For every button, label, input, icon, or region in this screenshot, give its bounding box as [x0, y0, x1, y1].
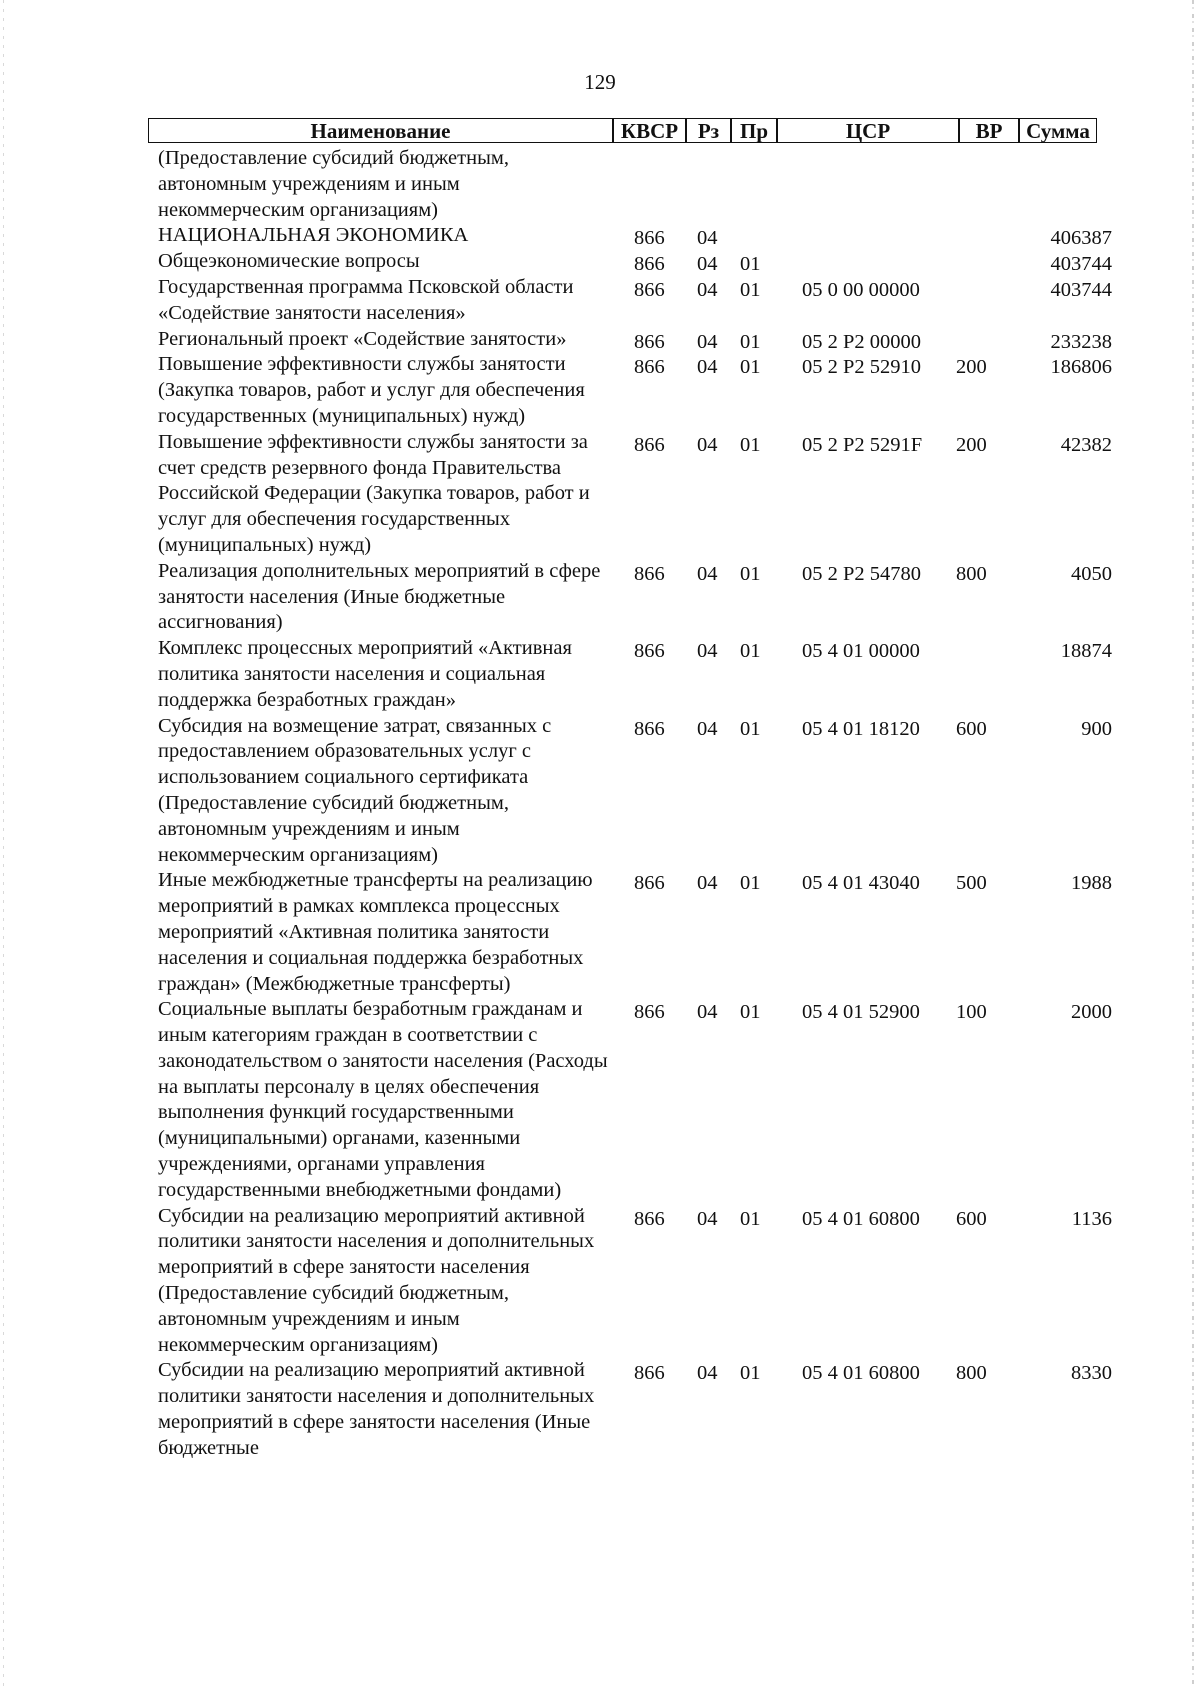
row-pr: 01	[740, 330, 761, 353]
row-vr: 200	[956, 356, 987, 379]
row-vr: 800	[956, 562, 987, 585]
row-pr: 01	[740, 717, 761, 740]
table-row	[0, 275, 1200, 327]
row-csr: 05 2 Р2 54780	[802, 562, 922, 585]
row-sum: 403744	[1050, 278, 1112, 301]
row-name: Государственная программа Псковской области «Содействие занятости населения»	[158, 275, 574, 324]
row-rz: 04	[697, 1207, 718, 1230]
row-rz: 04	[697, 356, 718, 379]
table-row	[0, 327, 1200, 353]
row-name: Региональный проект «Содействие занятости»	[158, 327, 567, 350]
header-kvsr: КВСР	[620, 119, 679, 143]
row-pr: 01	[740, 1207, 761, 1230]
row-kvsr: 866	[634, 640, 665, 663]
table-row	[0, 868, 1200, 997]
row-name: Социальные выплаты безработным гражданам и иным категориям граждан в соответствии с законодательством о занятости населения (Расходы на выплаты персоналу в целях обеспечения выполнения функций государственными (муниципальными) органами, казенными учреждениями, органами управления государственными внебюджетными фондами)	[158, 998, 608, 1201]
row-vr: 500	[956, 872, 987, 895]
row-sum: 42382	[1060, 433, 1112, 456]
row-sum: 2000	[1071, 1001, 1112, 1024]
row-csr: 05 4 01 60800	[802, 1362, 920, 1385]
row-kvsr: 866	[634, 717, 665, 740]
row-kvsr: 866	[634, 330, 665, 353]
row-name: Субсидии на реализацию мероприятий активной политики занятости населения и дополнительных мероприятий в сфере занятости населения (Предоставление субсидий бюджетным, автономным учреждениям и иным некоммерческим организациям)	[158, 1204, 595, 1356]
table-row	[0, 1204, 1200, 1359]
row-rz: 04	[697, 562, 718, 585]
row-name: Субсидии на реализацию мероприятий активной политики занятости населения и дополнительных мероприятий в сфере занятости населения (Иные бюджетные	[158, 1359, 595, 1459]
row-rz: 04	[697, 227, 718, 250]
row-csr: 05 4 01 52900	[802, 1001, 920, 1024]
row-pr: 01	[740, 640, 761, 663]
table-body	[0, 146, 1200, 1462]
row-kvsr: 866	[634, 1362, 665, 1385]
row-sum: 1136	[1071, 1207, 1112, 1230]
header-rz: Рз	[697, 119, 720, 143]
row-vr: 600	[956, 1207, 987, 1230]
row-vr: 800	[956, 1362, 987, 1385]
row-vr: 200	[956, 433, 987, 456]
row-rz: 04	[697, 330, 718, 353]
row-name: Общеэкономические вопросы	[158, 250, 420, 273]
row-kvsr: 866	[634, 278, 665, 301]
row-vr: 600	[956, 717, 987, 740]
page-number: 129	[584, 70, 616, 94]
row-csr: 05 4 01 18120	[802, 717, 920, 740]
header-name: Наименование	[310, 119, 451, 143]
row-rz: 04	[697, 278, 718, 301]
row-csr: 05 0 00 00000	[802, 278, 920, 301]
row-name: Субсидия на возмещение затрат, связанных с предоставлением образовательных услуг с использованием социального сертификата (Предоставление субсидий бюджетным, автономным учреждениям и иным некоммерческим организациям)	[158, 714, 552, 866]
row-csr: 05 2 Р2 00000	[802, 330, 922, 353]
row-rz: 04	[697, 253, 718, 276]
table-row	[0, 430, 1200, 559]
row-csr: 05 4 01 60800	[802, 1207, 920, 1230]
row-pr: 01	[740, 872, 761, 895]
table-row	[0, 249, 1200, 275]
row-sum: 4050	[1071, 562, 1112, 585]
row-rz: 04	[697, 433, 718, 456]
row-kvsr: 866	[634, 227, 665, 250]
row-csr: 05 4 01 43040	[802, 872, 920, 895]
row-rz: 04	[697, 872, 718, 895]
row-kvsr: 866	[634, 562, 665, 585]
table-row	[0, 636, 1200, 713]
table-row	[0, 997, 1200, 1203]
row-pr: 01	[740, 1362, 761, 1385]
row-kvsr: 866	[634, 356, 665, 379]
header-csr: ЦСР	[845, 119, 891, 143]
row-sum: 1988	[1071, 872, 1112, 895]
row-name: Комплекс процессных мероприятий «Активная политика занятости населения и социальная поддержка безработных граждан»	[158, 637, 572, 711]
row-name: (Предоставление субсидий бюджетным, автономным учреждениям и иным некоммерческим организациям)	[158, 147, 509, 221]
row-name: НАЦИОНАЛЬНАЯ ЭКОНОМИКА	[158, 224, 469, 247]
table-row	[0, 223, 1200, 249]
row-name: Повышение эффективности службы занятости за счет средств резервного фонда Правительства Российской Федерации (Закупка товаров, работ и услуг для обеспечения государственных (муниципальных) нужд)	[158, 430, 590, 556]
table-row	[0, 714, 1200, 869]
row-name: Иные межбюджетные трансферты на реализацию мероприятий в рамках комплекса процессных мероприятий «Активная политика занятости населения и социальная поддержка безработных граждан» (Межбюджетные трансферты)	[158, 869, 593, 995]
row-csr: 05 4 01 00000	[802, 640, 920, 663]
row-kvsr: 866	[634, 872, 665, 895]
row-kvsr: 866	[634, 1001, 665, 1024]
row-rz: 04	[697, 1001, 718, 1024]
table-row	[0, 1358, 1200, 1461]
row-rz: 04	[697, 1362, 718, 1385]
row-name: Реализация дополнительных мероприятий в сфере занятости населения (Иные бюджетные ассигнования)	[158, 559, 601, 634]
row-pr: 01	[740, 433, 761, 456]
header-pr: Пр	[739, 119, 768, 143]
row-sum: 186806	[1050, 356, 1112, 379]
row-kvsr: 866	[634, 433, 665, 456]
row-pr: 01	[740, 278, 761, 301]
row-name: Повышение эффективности службы занятости (Закупка товаров, работ и услуг для обеспечения государственных (муниципальных) нужд)	[158, 353, 585, 427]
row-csr: 05 2 Р2 5291F	[802, 433, 923, 456]
table-header	[148, 118, 1097, 143]
row-pr: 01	[740, 1001, 761, 1024]
row-sum: 900	[1081, 717, 1112, 740]
row-sum: 18874	[1060, 640, 1112, 663]
row-kvsr: 866	[634, 253, 665, 276]
row-sum: 233238	[1050, 330, 1112, 353]
row-rz: 04	[697, 640, 718, 663]
row-csr: 05 2 Р2 52910	[802, 356, 922, 379]
row-sum: 403744	[1050, 253, 1112, 276]
row-kvsr: 866	[634, 1207, 665, 1230]
row-pr: 01	[740, 562, 761, 585]
row-pr: 01	[740, 356, 761, 379]
table-row	[0, 146, 1200, 223]
header-vr: ВР	[975, 119, 1003, 143]
header-sum: Сумма	[1026, 119, 1090, 143]
row-pr: 01	[740, 253, 761, 276]
row-vr: 100	[956, 1001, 987, 1024]
table-row	[0, 559, 1200, 636]
row-sum: 8330	[1071, 1362, 1112, 1385]
row-sum: 406387	[1050, 227, 1112, 250]
row-rz: 04	[697, 717, 718, 740]
table-row	[0, 352, 1200, 429]
